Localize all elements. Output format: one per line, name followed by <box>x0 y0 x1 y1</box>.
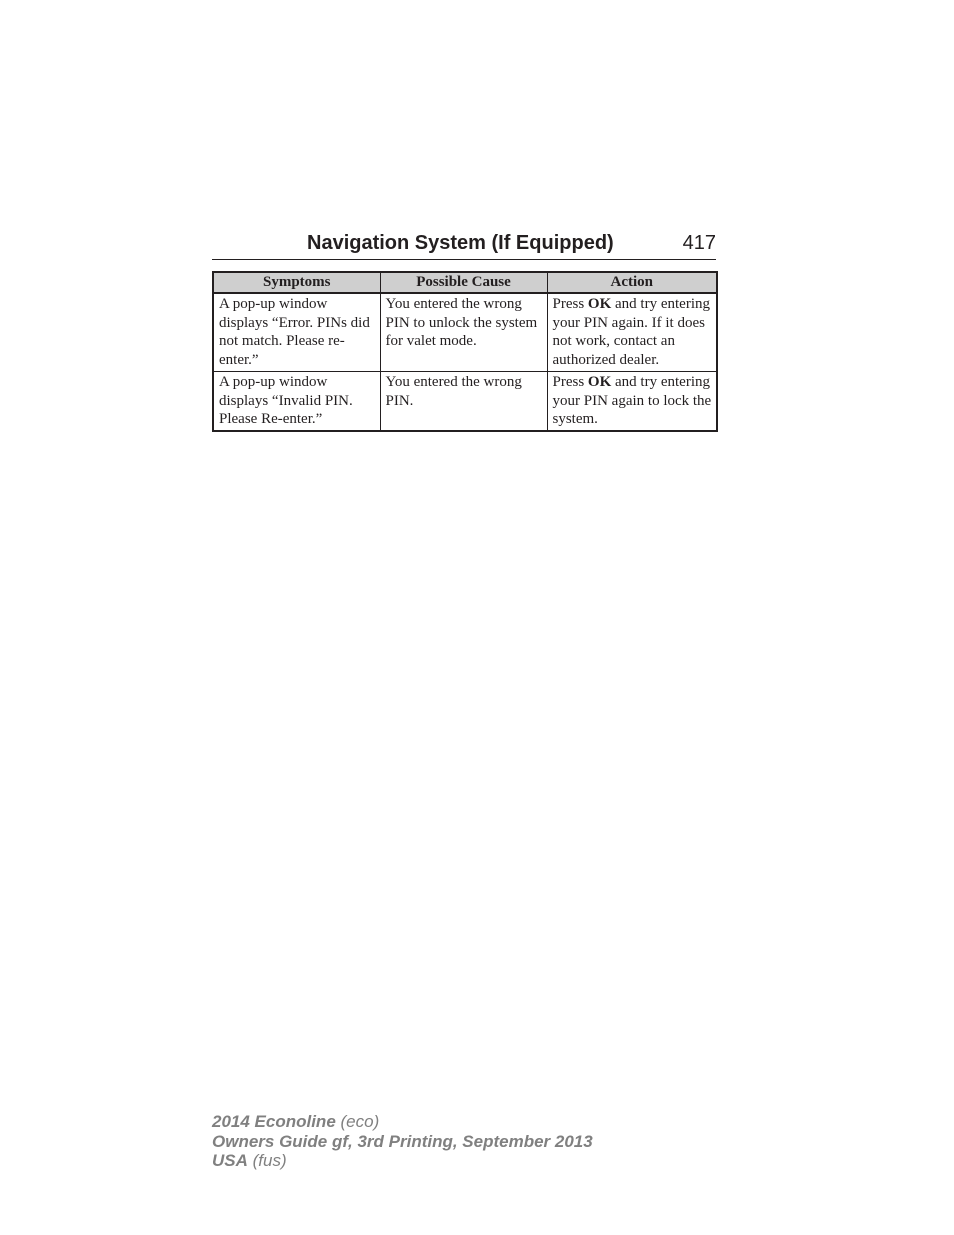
footer-region-line <box>212 1151 593 1171</box>
footer-region-code: (fus) <box>252 1151 287 1170</box>
page-number: 417 <box>682 232 716 254</box>
table-row <box>213 371 717 431</box>
symptom-cell: A pop-up window displays “Invalid PIN. Please Re-enter.” <box>213 371 380 431</box>
troubleshooting-table <box>212 271 718 432</box>
footer-region: USA <box>212 1151 248 1170</box>
action-text-prefix: Press <box>552 373 588 390</box>
column-header-action: Action <box>547 272 717 293</box>
action-cell <box>547 371 717 431</box>
cause-cell: You entered the wrong PIN. <box>380 371 547 431</box>
table-row <box>213 293 717 371</box>
column-header-possible-cause: Possible Cause <box>380 272 547 293</box>
cause-cell: You entered the wrong PIN to unlock the system for valet mode. <box>380 293 547 371</box>
action-cell <box>547 293 717 371</box>
footer-model: 2014 Econoline <box>212 1112 336 1131</box>
page-footer <box>212 1112 593 1171</box>
footer-model-code: (eco) <box>340 1112 380 1131</box>
action-text-prefix: Press <box>552 296 588 312</box>
page-header <box>212 229 716 260</box>
footer-guide-line <box>212 1132 593 1152</box>
column-header-symptoms: Symptoms <box>213 272 380 293</box>
action-text-suffix: and try entering your PIN again to lock the system. <box>552 373 712 428</box>
ok-key-label: OK <box>587 373 612 390</box>
footer-model-line <box>212 1112 593 1132</box>
footer-guide: Owners Guide gf, 3rd Printing, September 2013 <box>212 1131 593 1151</box>
table-header-row <box>213 272 717 293</box>
symptom-cell: A pop-up window displays “Error. PINs did not match. Please re-enter.” <box>213 293 380 371</box>
section-title: Navigation System (If Equipped) <box>307 232 614 254</box>
ok-key-label: OK <box>587 296 612 312</box>
action-text-suffix: and try entering your PIN again. If it does not work, contact an authorized dealer. <box>552 296 710 369</box>
